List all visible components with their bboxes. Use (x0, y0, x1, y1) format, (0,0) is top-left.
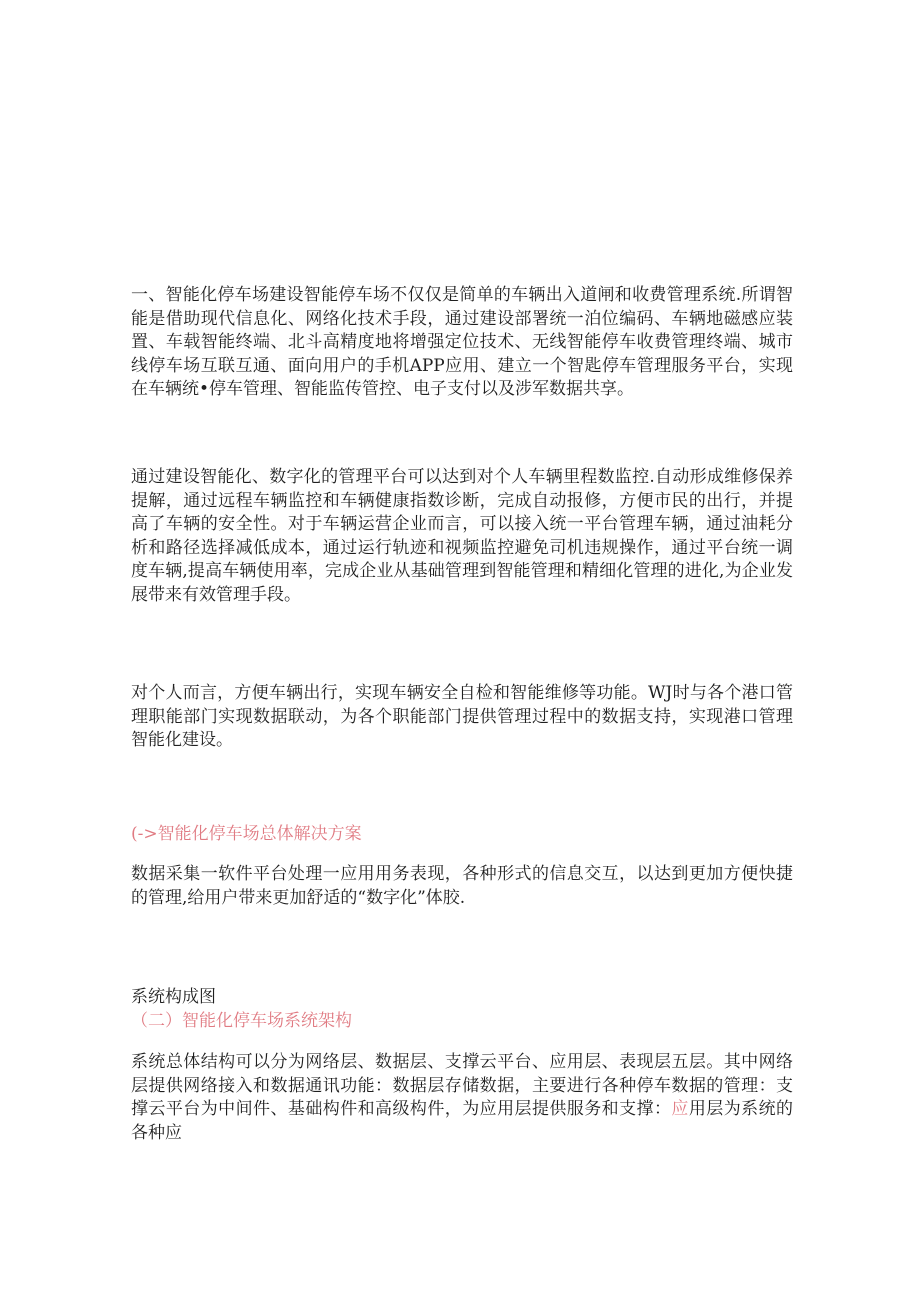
architecture-text-tail: 用层为系统的各种应 (131, 1099, 794, 1143)
paragraph-platform-benefits: 通过建设智能化、数字化的管理平台可以达到对个人车辆里程数监控.自动形成维修保养提解，通过远程车辆监控和车辆健康指数诊断，完成自动报修，方便市民的出行，并提高了车辆的安全性。对于车辆运营企业而言，可以接入统一平台管理车辆，通过油耗分析和路径选择减低成本，通过运行轨迹和视频监控避免司机违规操作，通过平台统一调度车辆,提高车辆使用率，完成企业从基础管理到智能管理和精细化管理的进化,为企业发展带来有效管理手段。 (131, 467, 793, 605)
architecture-text-main: 系统总体结构可以分为网络层、数据层、支撑云平台、应用层、表现层五层。其中网络层提供网络接入和数据通讯功能：数据层存储数据，主要进行各种停车数据的管理：支撑云平台为中间件、基础构件和高级构件，为应用层提供服务和支撑： (131, 1052, 793, 1119)
figure-label: 系统构成图 (131, 987, 216, 1007)
section-heading-architecture: （二）智能化停车场系统架构 (131, 1011, 352, 1031)
paragraph-personal-benefits: 对个人而言，方便车辆出行，实现车辆安全自检和智能维修等功能。WJ时与各个港口管理职能部门实现数据联动，为各个职能部门提供管理过程中的数据支持，实现港口管理智能化建设。 (131, 683, 793, 750)
paragraph-data-flow: 数据采集一软件平台处理一应用用务表现，各种形式的信息交互，以达到更加方便快捷的管理,给用户带来更加舒适的“数字化”体胶. (131, 864, 793, 908)
section-heading-overall-solution: (->智能化停车场总体解决方案 (131, 824, 362, 844)
paragraph-architecture (131, 1051, 793, 1145)
architecture-text-accent: 应 (671, 1099, 689, 1119)
intro-paragraph: 一、智能化停车场建设智能停车场不仅仅是简单的车辆出入道闸和收费管理系统.所谓智能是借助现代信息化、网络化技术手段，通过建设部署统一泊位编码、车辆地磁感应装置、车载智能终端、北斗高精度地将增强定位技术、无线智能停车收费管理终端、城市线停车场互联互通、面向用户的手机APP应用、建立一个智匙停车管理服务平台，实现在车辆统•停车管理、智能监传管控、电子支付以及涉军数据共享。 (131, 285, 793, 399)
